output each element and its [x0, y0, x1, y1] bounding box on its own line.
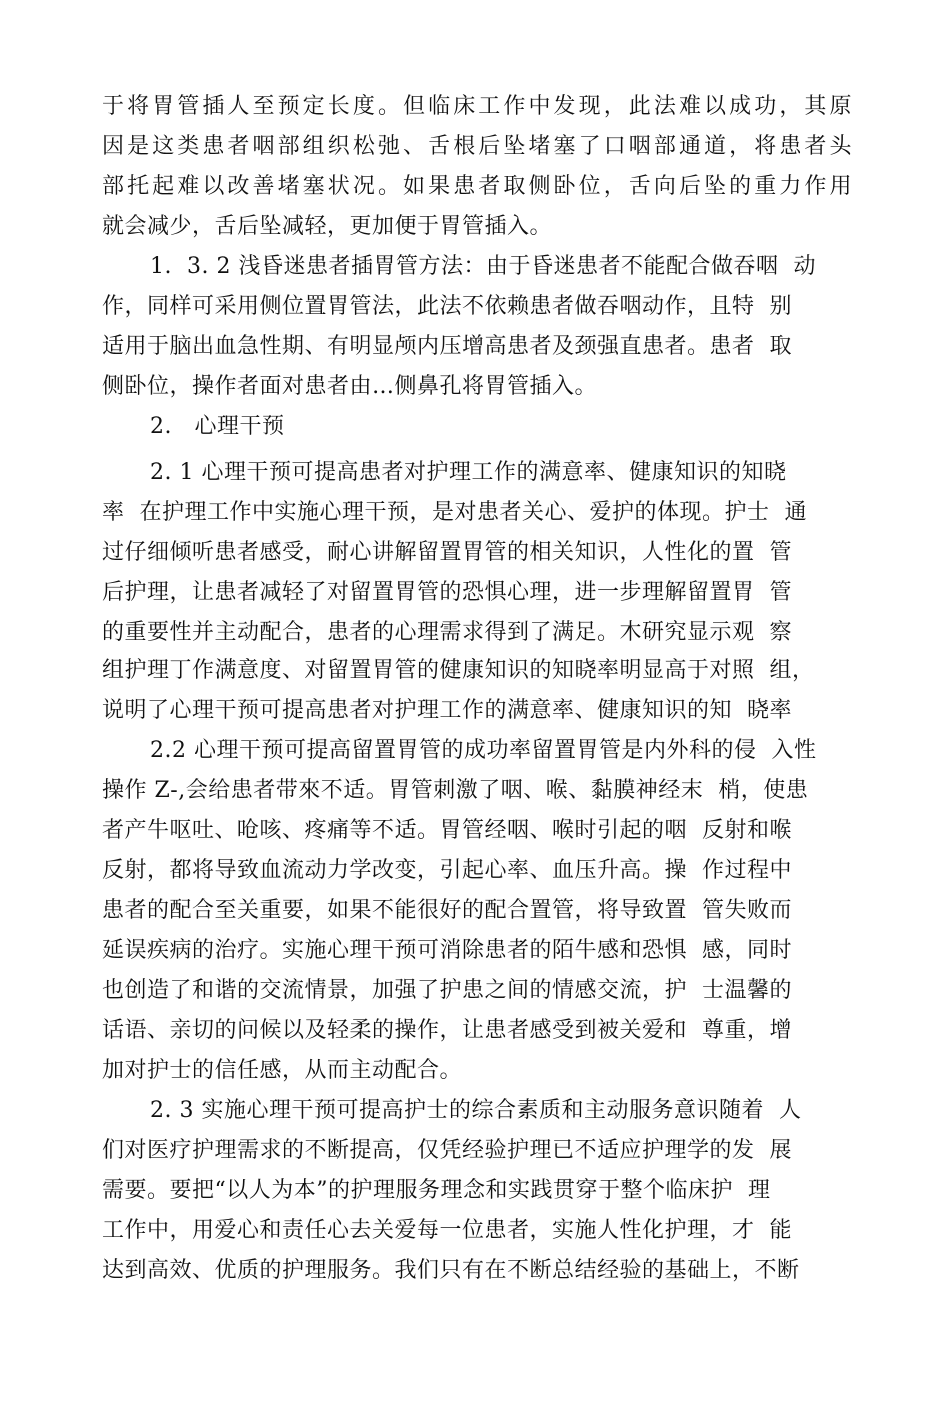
text-line: 加对护士的信任感，从而主动配合。 [102, 1058, 463, 1083]
text-line: 2. 1 心理干预可提高患者对护理工作的满意率、健康知识的知晓 [150, 460, 787, 485]
text-line: 组护理丁作满意度、对留置胃管的健康知识的知晓率明显高于对照 组， [102, 658, 815, 683]
text-line: 操作 Z-,会给患者带來不适。胃管刺激了咽、喉、黏膜神经末 梢，使患 [102, 778, 809, 803]
text-line: 说明了心理干预可提高患者对护理工作的满意率、健康知识的知 晓率 [102, 698, 792, 723]
text-line: 需要。要把“以人为本”的护理服务理念和实践贯穿于整个临床护 理 [102, 1178, 771, 1203]
text-line: 1. 3. 2 浅昏迷患者插胃管方法：由于昏迷患者不能配合做吞咽 动 [150, 254, 816, 279]
text-line: 反射，都将导致血流动力学改变，引起心率、血压升高。操 作过程中 [102, 858, 792, 883]
text-line: 工作中，用爱心和责任心去关爱每一位患者，实施人性化护理，才 能 [102, 1218, 792, 1243]
text-line: 也创造了和谐的交流情景，加强了护患之间的情感交流，护 士温馨的 [102, 978, 792, 1003]
text-line: 患者的配合至关重要，如果不能很好的配合置管，将导致置 管失败而 [102, 898, 792, 923]
text-line: 后护理，让患者减轻了对留置胃管的恐惧心理，进一步理解留置胃 管 [102, 580, 792, 605]
text-line: 们对医疗护理需求的不断提高，仅凭经验护理已不适应护理学的发 展 [102, 1138, 792, 1163]
text-line: 延误疾病的治疗。实施心理干预可消除患者的陌牛感和恐惧 感，同时 [102, 938, 792, 963]
text-line: 就会减少，舌后坠减轻，更加便于胃管插入。 [102, 214, 553, 239]
text-line: 话语、亲切的问候以及轻柔的操作，让患者感受到被关爱和 尊重，增 [102, 1018, 792, 1043]
text-line: 2. 3 实施心理干预可提高护士的综合素质和主动服务意识随着 人 [150, 1098, 802, 1123]
text-line: 过仔细倾听患者感受，耐心讲解留置胃管的相关知识，人性化的置 管 [102, 540, 792, 565]
text-line: 率 在护理工作中实施心理干预，是对患者关心、爱护的体现。护士 通 [102, 500, 807, 525]
text-line: 作，同样可采用侧位置胃管法，此法不依赖患者做吞咽动作，且特 别 [102, 294, 792, 319]
text-line: 部托起难以改善堵塞状况。如果患者取侧卧位，舌向后坠的重力作用 [102, 174, 852, 199]
text-line: 达到高效、优质的护理服务。我们只有在不断总结经验的基础上，不断 [102, 1258, 800, 1283]
section-heading: 2. 心理干预 [150, 414, 285, 439]
text-line: 的重要性并主动配合，患者的心理需求得到了满足。木研究显示观 察 [102, 620, 792, 645]
text-line: 于将胃管插人至预定长度。但临床工作中发现，此法难以成功，其原 [102, 94, 852, 119]
text-line: 2.2 心理干预可提高留置胃管的成功率留置胃管是内外科的侵 入性 [150, 738, 817, 763]
text-line: 适用于脑出血急性期、有明显颅内压增高患者及颈强直患者。患者 取 [102, 334, 792, 359]
text-line: 侧卧位，操作者面对患者由…侧鼻孔将胃管插入。 [102, 374, 598, 399]
text-line: 者产牛呕吐、呛咳、疼痛等不适。胃管经咽、喉时引起的咽 反射和喉 [102, 818, 792, 843]
text-line: 因是这类患者咽部组织松弛、舌根后坠堵塞了口咽部通道，将患者头 [102, 134, 852, 159]
